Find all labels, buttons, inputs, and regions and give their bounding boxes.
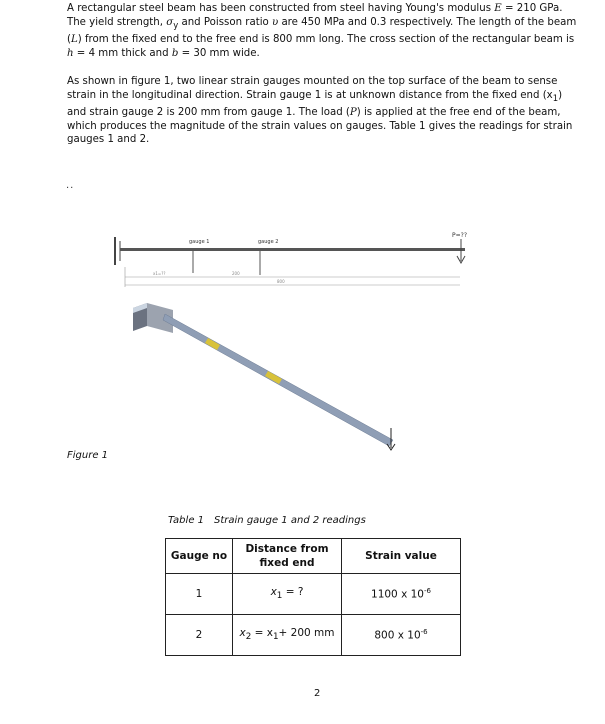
cell-strain: 1100 x $10^{-6}$	[342, 574, 461, 615]
fixed-support	[115, 237, 120, 265]
header-gauge: Gauge no	[166, 539, 233, 574]
gauge1-label: gauge 1	[189, 239, 210, 245]
beam-schematic	[105, 215, 485, 290]
gauge2-label: gauge 2	[258, 239, 279, 245]
cell-distance: $x_1$ = ?	[233, 574, 342, 615]
load-label: P=??	[452, 232, 468, 239]
cell-gauge: 2	[166, 615, 233, 656]
problem-paragraph-1: A rectangular steel beam has been constructed from steel having Young's modulus E = 210 GPa. The yield strength, $\sigma_y$ and Poisson ratio υ are 450 MPa and 0.3 respectively. The length of the beam (L) from the fixed end to the free end is 800 mm long. The cross section of the rectangular beam is h = 4 mm thick and b = 30 mm wide.	[67, 3, 577, 59]
figure-label: Figure 1	[67, 450, 109, 461]
page-number: 2	[314, 688, 321, 699]
table-row	[166, 615, 461, 656]
header-strain: Strain value	[342, 539, 461, 574]
header-distance: Distance from fixed end	[233, 539, 342, 574]
beam-line	[120, 248, 465, 251]
ellipsis-marker: ..	[66, 180, 75, 191]
table-caption: Table 1 Strain gauge 1 and 2 readings	[168, 515, 366, 526]
dim-200-label: 200	[232, 271, 240, 276]
cell-strain: 800 x $10^{-6}$	[342, 615, 461, 656]
dim-x1-label: x1=??	[153, 271, 166, 276]
cell-gauge: 1	[166, 574, 233, 615]
problem-paragraph-2: As shown in figure 1, two linear strain gauges mounted on the top surface of the beam to sense strain in the longitudinal direction. Strain gauge 1 is at unknown distance from the fixed end $(x_1)$ and strain gauge 2 is 200 mm from gauge 1. The load (P) is applied at the free end of the beam, which produces the magnitude of the strain values on gauges. Table 1 gives the readings for strain gauges 1 and 2.	[67, 76, 573, 146]
dimension-lines	[125, 267, 460, 287]
gauge1-strip	[205, 338, 220, 350]
table-row	[166, 574, 461, 615]
dim-800-label: 800	[277, 279, 285, 284]
cell-distance: $x_2 = x_1+ 200$ mm	[233, 615, 342, 656]
beam-3d-illustration	[125, 298, 415, 458]
strain-readings-table	[165, 538, 461, 656]
table-header-row	[166, 539, 461, 574]
